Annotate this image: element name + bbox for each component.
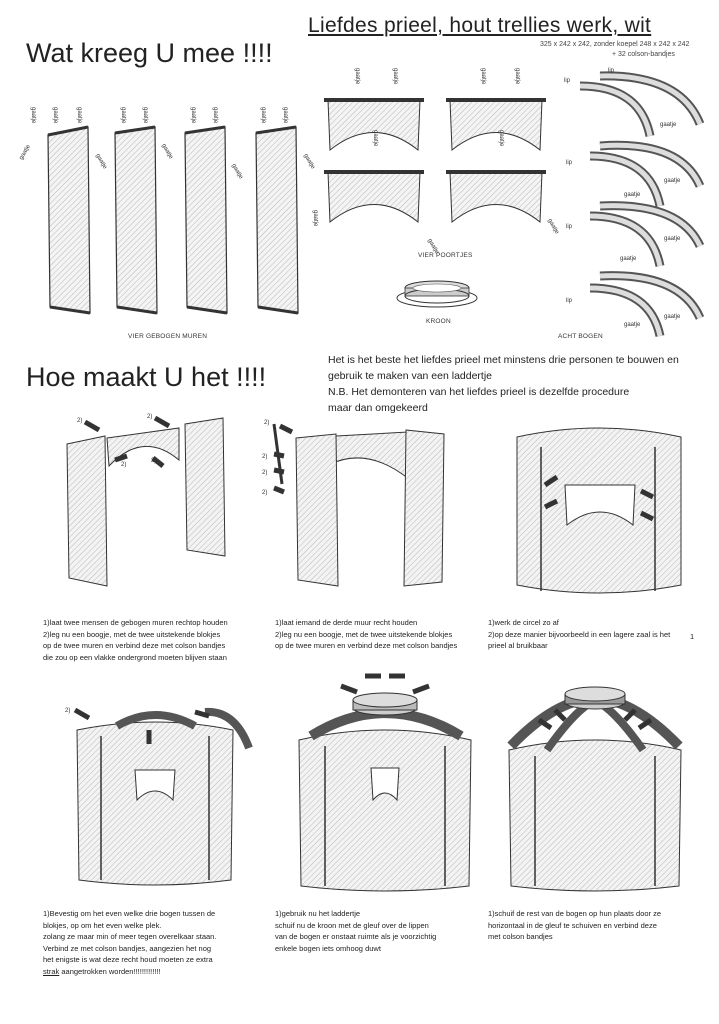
section-heading-contents: Wat kreeg U mee !!!! <box>26 38 273 68</box>
hole-label: gaatje <box>76 107 82 124</box>
hole-label: gaatje <box>302 153 316 171</box>
svg-text:gaatje: gaatje <box>480 68 486 85</box>
wall-panel-2 <box>115 127 157 313</box>
svg-text:gaatje: gaatje <box>392 68 398 85</box>
arrow-icon <box>274 488 284 492</box>
gate-hole-labels <box>312 68 560 256</box>
wall-panel-1 <box>48 127 90 313</box>
hole-label: gaatje <box>30 107 36 124</box>
step2-text: 1)laat iemand de derde muur recht houden 2)leg nu een boogje, met de twee uitstekende blokjes op de twee muren en verbind deze met colson bandjes <box>275 618 458 650</box>
svg-text:2): 2) <box>147 414 153 420</box>
document-title: Liefdes prieel, hout trellies werk, wit <box>308 14 652 37</box>
svg-text:2): 2) <box>77 418 83 424</box>
colson-count-text: + 32 colson-bandjes <box>612 51 675 58</box>
svg-text:lip: lip <box>608 68 615 74</box>
svg-text:2): 2) <box>121 462 127 468</box>
step2-illustration <box>260 410 470 600</box>
step1-illustration <box>55 410 245 610</box>
svg-text:gaatje: gaatje <box>664 236 681 242</box>
hole-label: gaatje <box>142 107 148 124</box>
svg-text:gaatje: gaatje <box>312 210 318 227</box>
intro-line: gebruik te maken van een laddertje <box>328 370 493 382</box>
intro-line: maar dan omgekeerd <box>328 402 428 414</box>
walls-caption: VIER GEBOGEN MUREN <box>128 333 208 340</box>
step4-text: 1)Bevestig om het even welke drie bogen tussen de blokjes, op om het even welke plek. zolang ze maar min of meer tegen overelkaar staan. Verbind ze met colson bandjes, aangezien het nog het enigste is wat deze recht houd moeten ze extra strak aangetrokken worden!!!!!!!!!!!!! <box>43 909 217 976</box>
svg-text:2): 2) <box>262 490 268 496</box>
hole-label: gaatje <box>190 107 196 124</box>
step5-illustration <box>285 670 485 895</box>
svg-text:gaatje: gaatje <box>624 192 641 198</box>
arch-pieces <box>580 76 700 336</box>
walls-illustration <box>10 85 320 345</box>
crown-illustration <box>392 272 482 312</box>
gate-panel-4 <box>446 172 546 222</box>
assembly-intro <box>328 352 713 416</box>
svg-text:gaatje: gaatje <box>664 314 681 320</box>
step6-illustration <box>495 680 695 895</box>
svg-text:lip: lip <box>564 78 571 84</box>
svg-text:2): 2) <box>264 420 270 426</box>
svg-text:gaatje: gaatje <box>372 130 378 147</box>
gate-panel-3 <box>324 172 424 222</box>
svg-text:gaatje: gaatje <box>426 238 440 256</box>
arrow-icon <box>75 710 89 718</box>
svg-text:gaatje: gaatje <box>624 322 641 328</box>
hole-label: gaatje <box>120 107 126 124</box>
step3-extra-mark: 1 <box>690 632 695 641</box>
svg-text:2): 2) <box>262 454 268 460</box>
step6-text: 1)schuif de rest van de bogen op hun plaats door ze horizontaal in de gleuf te schuiven en verbind deze met colson bandjes <box>488 909 662 941</box>
svg-text:gaatje: gaatje <box>546 218 560 236</box>
hole-label: gaatje <box>230 163 244 181</box>
gate-panel-2 <box>446 100 546 150</box>
hole-label: gaatje <box>160 143 174 161</box>
crown-caption: KROON <box>426 318 451 325</box>
arrow-icon <box>274 470 284 472</box>
svg-text:gaatje: gaatje <box>514 68 520 85</box>
hole-label: gaatje <box>52 107 58 124</box>
svg-text:gaatje: gaatje <box>664 178 681 184</box>
arches-illustration <box>560 56 715 346</box>
svg-text:lip: lip <box>566 224 573 230</box>
step5-text: 1)gebruik nu het laddertje schuif nu de kroon met de gleuf over de lippen van de bogen er onstaat ruimte als je voorzichtig enkele bogen iets omhoog duwt <box>275 909 437 953</box>
hole-label: gaatje <box>212 107 218 124</box>
section-heading-assembly: Hoe maakt U het !!!! <box>26 362 267 392</box>
gates-illustration <box>310 60 560 260</box>
svg-text:gaatje: gaatje <box>660 122 677 128</box>
hole-label: gaatje <box>94 153 108 171</box>
hole-label: gaatje <box>282 107 288 124</box>
arrow-icon <box>85 422 99 430</box>
intro-line: N.B. Het demonteren van het liefdes prieel is dezelfde procedure <box>328 386 630 398</box>
arrow-icon <box>639 720 651 728</box>
arches-caption: ACHT BOGEN <box>558 333 603 340</box>
svg-text:2): 2) <box>151 458 157 464</box>
svg-text:lip: lip <box>566 160 573 166</box>
dimensions-text: 325 x 242 x 242, zonder koepel 248 x 242 x 242 <box>540 41 690 48</box>
svg-text:gaatje: gaatje <box>498 130 504 147</box>
hole-label: gaatje <box>18 143 32 161</box>
svg-text:gaatje: gaatje <box>620 256 637 262</box>
arrow-icon <box>155 418 169 426</box>
svg-text:2): 2) <box>262 470 268 476</box>
step4-illustration <box>55 690 255 890</box>
svg-text:gaatje: gaatje <box>354 68 360 85</box>
arrow-icon <box>539 720 551 728</box>
step3-text: 1)werk de circel zo af 2)op deze manier bijvoorbeeld in een lagere zaal is het prieel al bruikbaar <box>488 618 671 650</box>
svg-text:2): 2) <box>65 708 71 714</box>
step3-illustration <box>505 415 695 605</box>
arrow-icon <box>341 686 357 692</box>
svg-text:lip: lip <box>566 298 573 304</box>
step1-text: 1)laat twee mensen de gebogen muren rechtop houden 2)leg nu een boogje, met de twee uitstekende blokjes op de twee muren en verbind deze met colson bandjes die zou op een vlakke ondergrond moeten blijven staan <box>43 618 228 662</box>
arrow-icon <box>274 454 284 456</box>
intro-line: Het is het beste het liefdes prieel met minstens drie personen te bouwen en <box>328 354 679 366</box>
gates-caption: VIER POORTJES <box>418 252 473 259</box>
hole-label: gaatje <box>260 107 266 124</box>
emphasis-strak: strak <box>43 966 60 976</box>
wall-panel-4 <box>256 127 298 313</box>
arrow-icon <box>280 426 292 432</box>
wall-panel-3 <box>185 127 227 313</box>
arrow-icon <box>413 686 429 692</box>
